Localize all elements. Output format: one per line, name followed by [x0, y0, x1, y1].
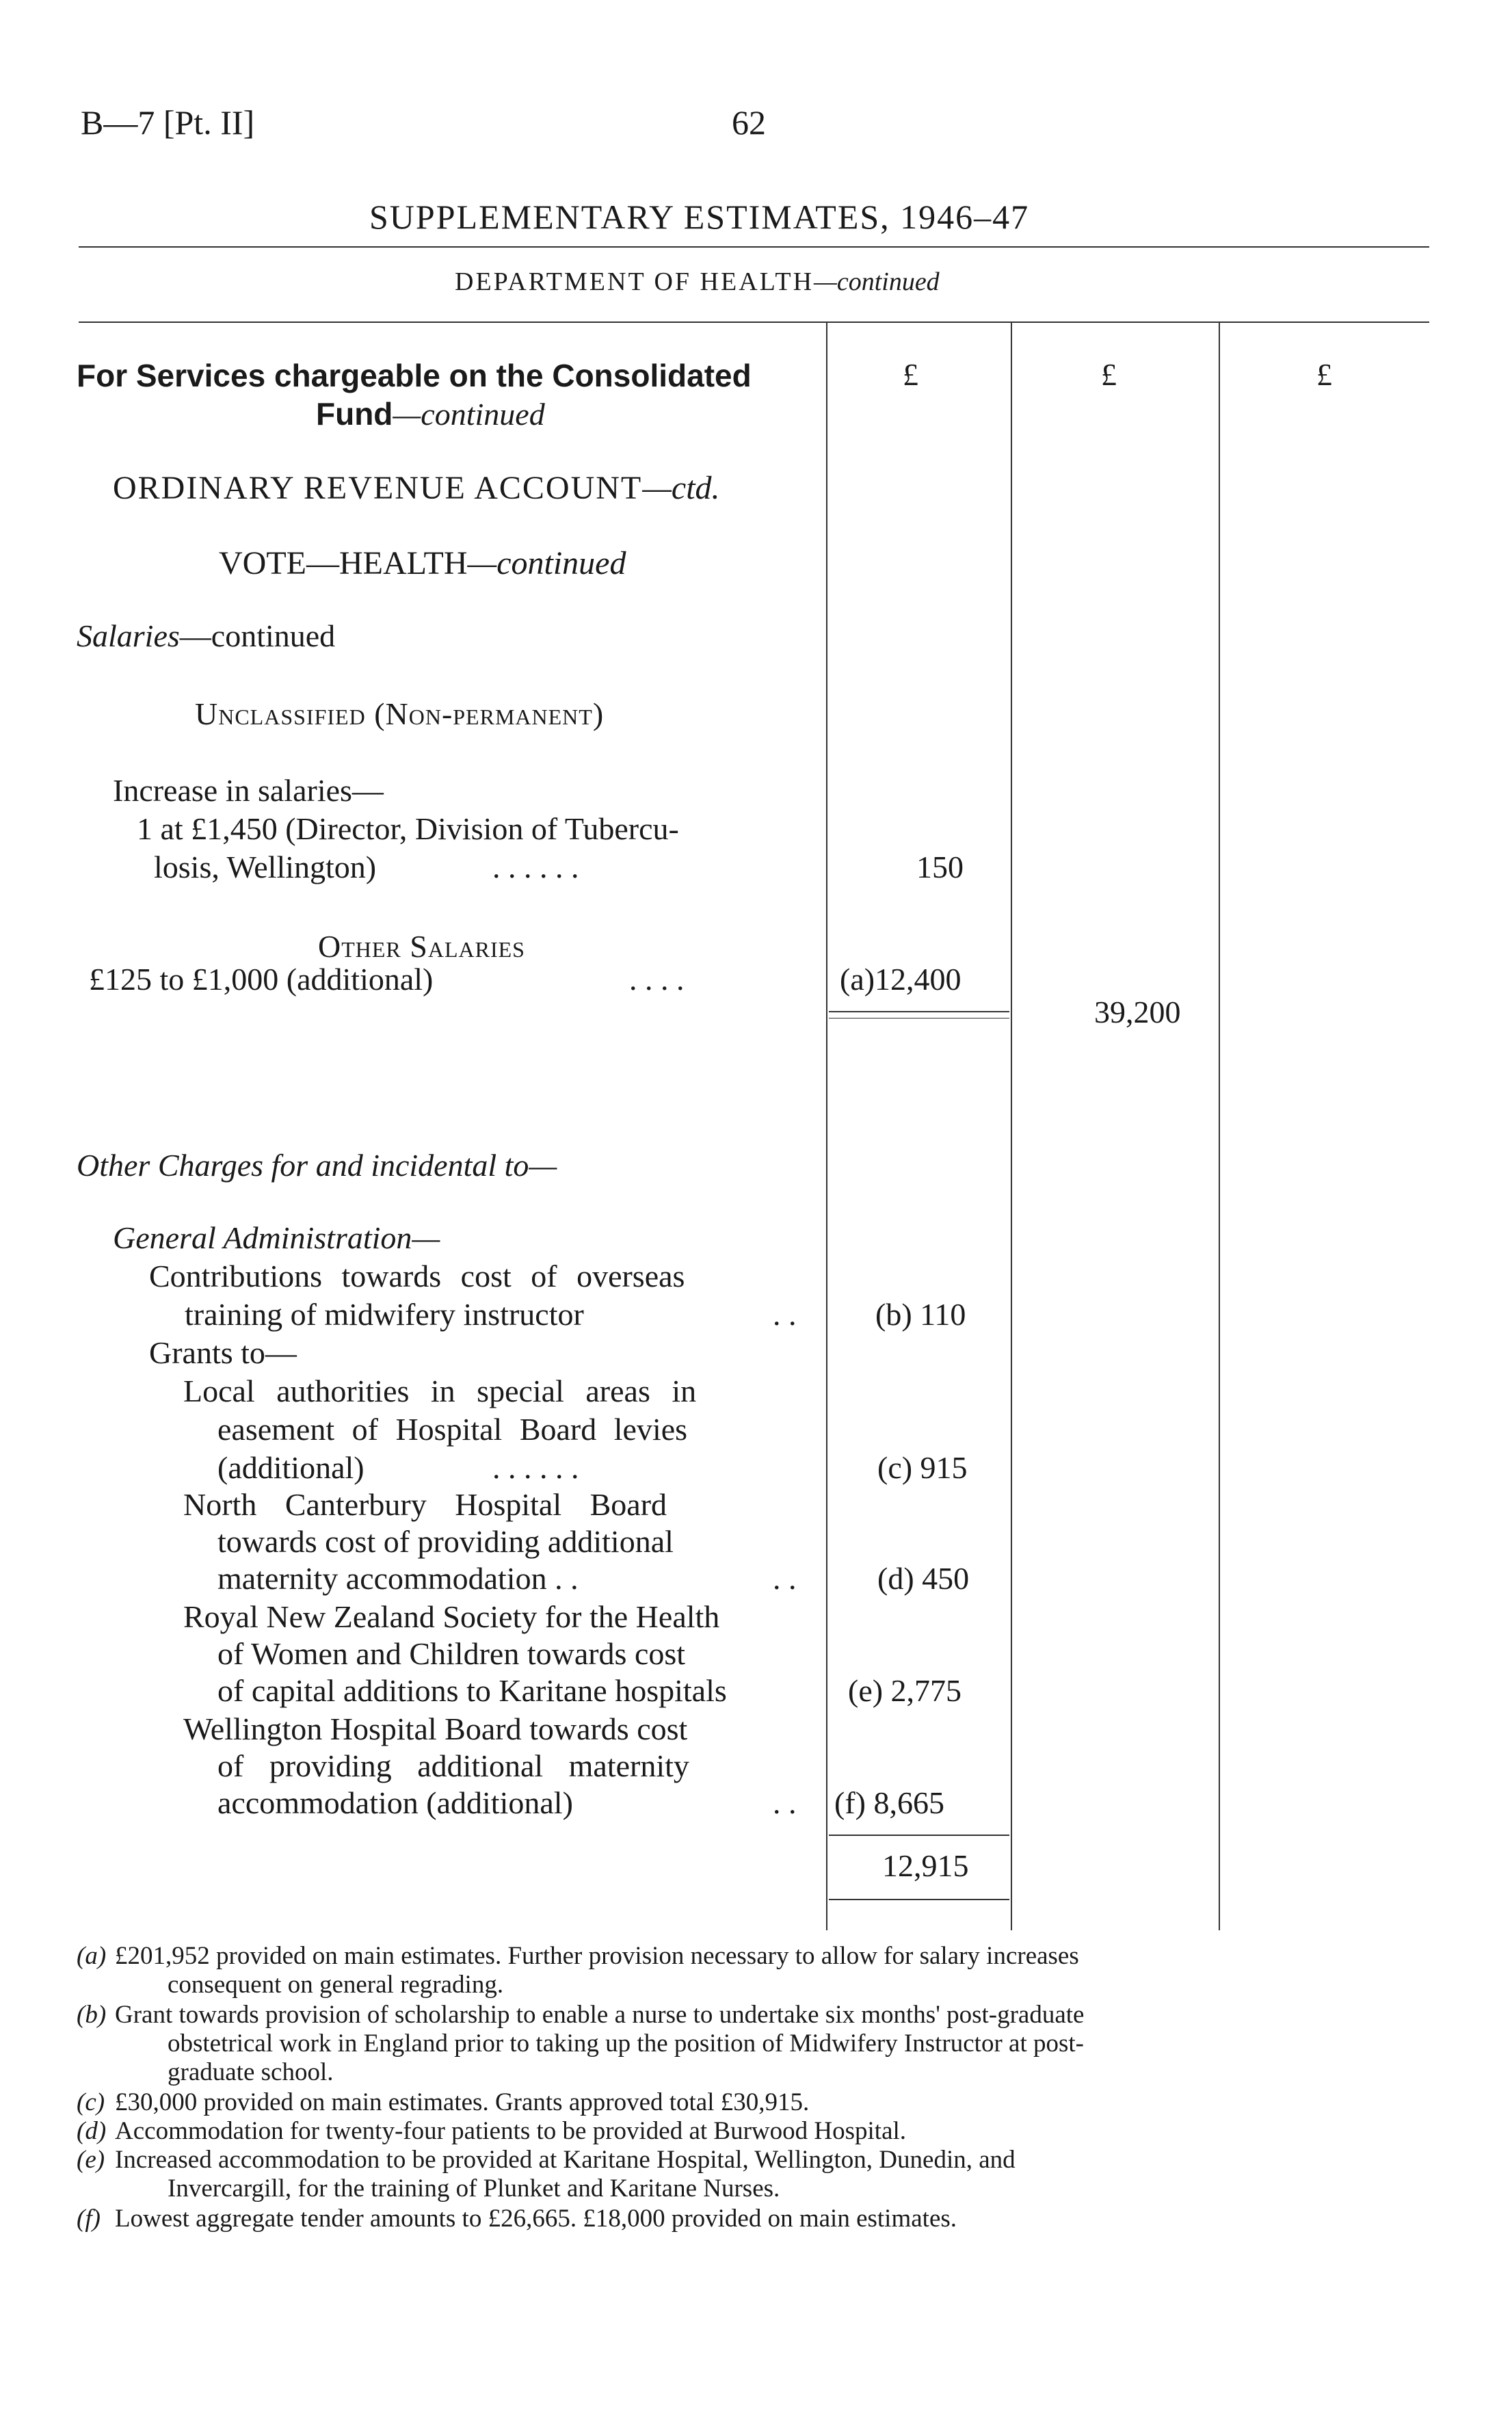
- salaries-heading: [77, 617, 335, 655]
- general-admin-heading: General Administration—: [113, 1220, 440, 1255]
- royal-line2: of Women and Children towards cost: [217, 1636, 686, 1671]
- footnote-f-label: (f): [77, 2205, 101, 2233]
- wellington-leaders: . .: [773, 1785, 797, 1820]
- local-leaders: . . . . . .: [492, 1450, 579, 1485]
- north-leaders: . .: [773, 1561, 797, 1596]
- wellington-amount: (f) 8,665: [834, 1785, 944, 1820]
- col3-currency: £: [1316, 357, 1332, 392]
- footnote-a-label: (a): [77, 1942, 107, 1970]
- salaries-total: 39,200: [1094, 995, 1181, 1029]
- page-number: 62: [732, 103, 766, 142]
- footnote-f: [77, 2204, 957, 2234]
- table-top-rule: [79, 321, 1429, 323]
- contrib-line2: training of midwifery instructor: [185, 1297, 584, 1332]
- royal-line3: of capital additions to Karitane hospitals: [217, 1673, 727, 1708]
- col2-currency: £: [1101, 357, 1117, 392]
- footnote-a-line1: £201,952 provided on main estimates. Further provision necessary to allow for salary increases: [115, 1942, 1079, 1970]
- vote-heading: [219, 544, 626, 582]
- contrib-leaders: . .: [773, 1297, 797, 1332]
- director-line1: 1 at £1,450 (Director, Division of Tubercu-: [137, 811, 679, 846]
- column-divider-2: [1011, 323, 1012, 1930]
- royal-line1: Royal New Zealand Society for the Health: [183, 1599, 720, 1634]
- footnote-d-label: (d): [77, 2117, 107, 2145]
- account-suffix: —ctd.: [642, 470, 720, 506]
- wellington-line3: accommodation (additional): [217, 1785, 573, 1820]
- local-line1: Local authorities in special areas in: [183, 1374, 697, 1408]
- contrib-amount: (b) 110: [875, 1297, 966, 1332]
- footnote-c-line1: £30,000 provided on main estimates. Grants approved total £30,915.: [115, 2088, 810, 2116]
- column-divider-1: [826, 323, 827, 1930]
- increase-label: Increase in salaries—: [113, 773, 384, 808]
- footnote-e-line1: Increased accommodation to be provided at Karitane Hospital, Wellington, Dunedin, and: [115, 2146, 1016, 2174]
- footnote-f-line1: Lowest aggregate tender amounts to £26,665. £18,000 provided on main estimates.: [115, 2205, 957, 2233]
- department-name: DEPARTMENT OF HEALTH: [455, 267, 814, 296]
- local-amount: (c) 915: [877, 1450, 968, 1485]
- fund-suffix: —continued: [393, 397, 545, 432]
- charges-subtotal-rule-bottom: [829, 1899, 1009, 1900]
- range-leaders: . . . .: [629, 962, 685, 997]
- north-line1: North Canterbury Hospital Board: [183, 1487, 667, 1522]
- footnote-d: [77, 2116, 906, 2146]
- salaries-subtotal-rule: [829, 1011, 1009, 1012]
- footnote-b-line3: graduate school.: [168, 2058, 334, 2086]
- director-leaders: . . . . . .: [492, 850, 579, 884]
- vote-name: VOTE—HEALTH: [219, 545, 468, 581]
- other-charges-heading: Other Charges for and incidental to—: [77, 1148, 557, 1183]
- page-ref: B—7 [Pt. II]: [81, 103, 255, 142]
- footnote-a: [77, 1941, 1079, 1971]
- footnote-c: [77, 2088, 809, 2118]
- local-line3: (additional): [217, 1450, 364, 1485]
- salaries-subtotal-rule-2: [829, 1018, 1009, 1019]
- royal-amount: (e) 2,775: [848, 1673, 962, 1708]
- range-amount: (a)12,400: [840, 962, 961, 997]
- grants-to-label: Grants to—: [149, 1335, 297, 1370]
- footnote-a-line2: consequent on general regrading.: [168, 1971, 504, 1999]
- column-divider-3: [1219, 323, 1220, 1930]
- director-line2: losis, Wellington): [154, 850, 377, 884]
- footnote-e: [77, 2145, 1016, 2175]
- footnote-e-line2: Invercargill, for the training of Plunket and Karitane Nurses.: [168, 2174, 780, 2203]
- north-line2: towards cost of providing additional: [217, 1524, 674, 1559]
- col1-currency: £: [903, 357, 918, 392]
- wellington-line2: of providing additional maternity: [217, 1748, 689, 1783]
- salaries-label: Salaries: [77, 618, 180, 653]
- footnote-b-label: (b): [77, 2001, 107, 2029]
- account-name: ORDINARY REVENUE ACCOUNT: [113, 470, 643, 506]
- range-label: £125 to £1,000 (additional): [89, 962, 434, 997]
- account-heading: [113, 469, 720, 507]
- north-line3: maternity accommodation . .: [217, 1561, 579, 1596]
- title-rule: [79, 246, 1429, 248]
- wellington-line1: Wellington Hospital Board towards cost: [183, 1711, 688, 1746]
- footnote-b-line1: Grant towards provision of scholarship to enable a nurse to undertake six months' post-graduate: [115, 2001, 1085, 2029]
- department-heading: [455, 267, 940, 297]
- footnote-e-label: (e): [77, 2146, 105, 2174]
- salaries-suffix: —continued: [179, 618, 336, 653]
- charges-total: 12,915: [882, 1848, 969, 1883]
- contrib-line1: Contributions towards cost of overseas: [149, 1259, 685, 1293]
- vote-suffix: —continued: [467, 545, 626, 581]
- fund-label: Fund: [316, 396, 393, 432]
- section-heading-fund: [316, 395, 545, 434]
- footnote-b-line2: obstetrical work in England prior to taking up the position of Midwifery Instructor at post-: [168, 2029, 1084, 2058]
- footnote-d-line1: Accommodation for twenty-four patients to be provided at Burwood Hospital.: [115, 2117, 907, 2145]
- page-title: SUPPLEMENTARY ESTIMATES, 1946–47: [369, 198, 1030, 236]
- other-salaries-heading: Other Salaries: [318, 929, 525, 964]
- department-suffix: —continued: [814, 267, 940, 296]
- footnote-b: [77, 2000, 1084, 2030]
- director-amount: 150: [916, 850, 964, 884]
- section-heading: For Services chargeable on the Consolidated: [77, 358, 752, 393]
- charges-subtotal-rule-top: [829, 1835, 1009, 1836]
- local-line2: easement of Hospital Board levies: [217, 1412, 688, 1447]
- unclassified-heading: Unclassified (Non-permanent): [195, 696, 605, 731]
- footnote-c-label: (c): [77, 2088, 105, 2116]
- north-amount: (d) 450: [877, 1561, 970, 1596]
